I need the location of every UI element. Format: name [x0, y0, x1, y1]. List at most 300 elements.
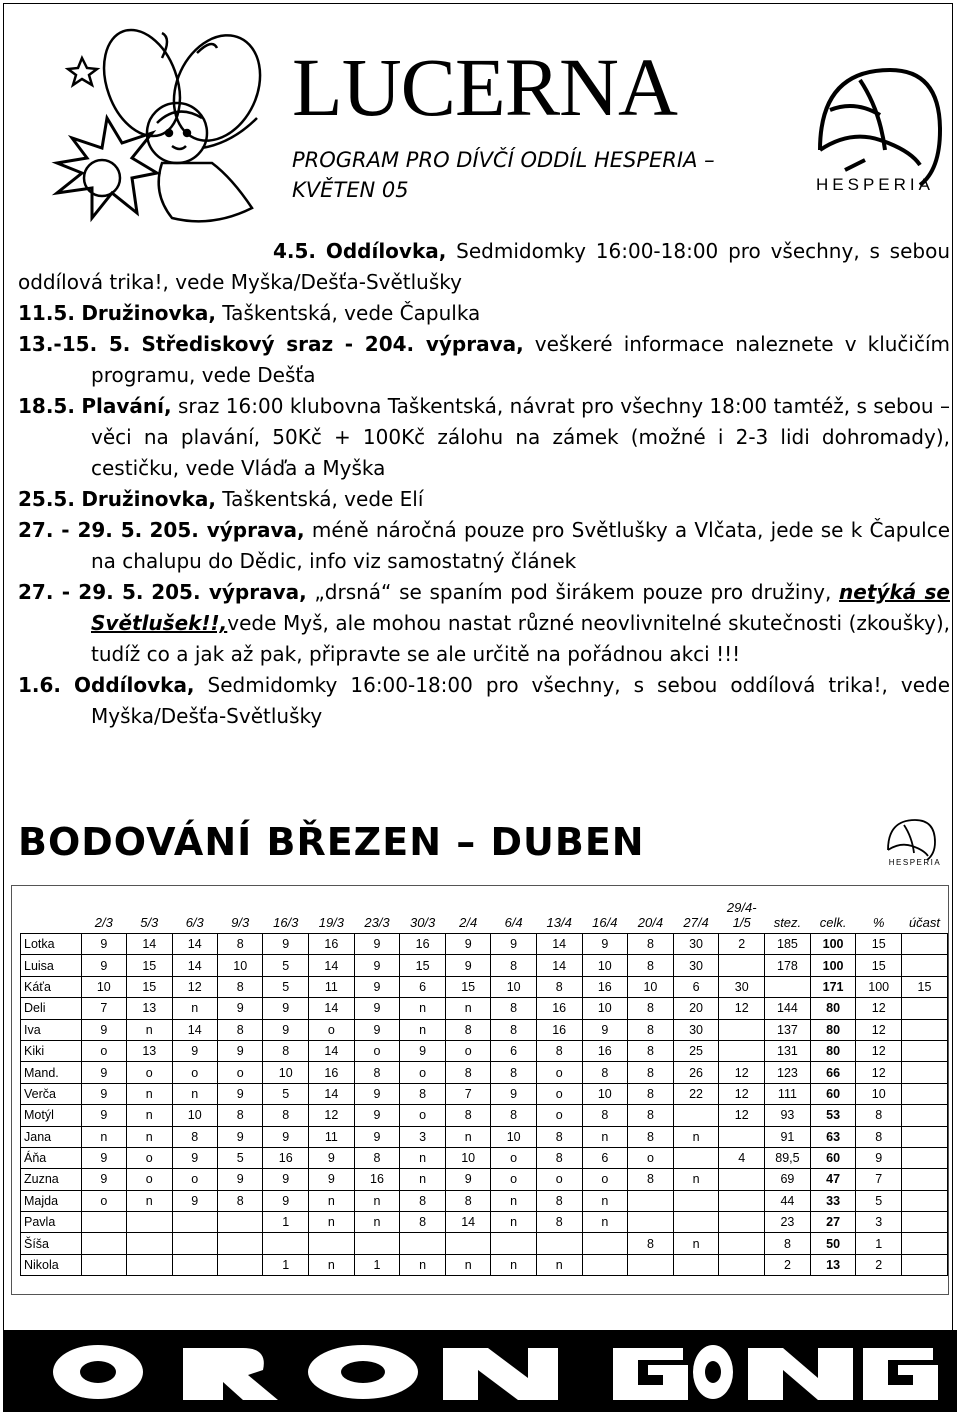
score-cell: 8: [628, 1169, 674, 1190]
event-name: Družinovka,: [81, 487, 216, 511]
score-cell: o: [309, 1019, 355, 1040]
score-cell: 8: [172, 1126, 217, 1147]
score-cell: 13: [127, 1040, 172, 1061]
score-cell: 10: [491, 1126, 536, 1147]
score-cell: 30: [673, 955, 719, 976]
score-cell: 5: [263, 955, 309, 976]
table-row: [21, 1126, 948, 1147]
score-cell: 80: [810, 998, 856, 1019]
score-cell: n: [127, 1190, 172, 1211]
table-row: [21, 1169, 948, 1190]
score-cell: 8: [582, 1105, 628, 1126]
score-cell: 14: [172, 934, 217, 955]
score-cell: [719, 1233, 765, 1254]
table-row: [21, 998, 948, 1019]
score-cell: 12: [856, 1019, 902, 1040]
score-cell: 12: [719, 1083, 765, 1104]
score-cell: 8: [400, 1190, 446, 1211]
score-cell: 9: [81, 1105, 126, 1126]
member-name-cell: Majda: [21, 1190, 82, 1211]
score-cell: [673, 1147, 719, 1168]
score-cell: o: [536, 1083, 582, 1104]
score-cell: n: [172, 1083, 217, 1104]
score-cell: 12: [856, 998, 902, 1019]
column-header: 6/3: [185, 915, 204, 930]
score-cell: 9: [354, 1083, 400, 1104]
score-cell: 9: [81, 1062, 126, 1083]
score-cell: [901, 1126, 947, 1147]
score-cell: 8: [765, 1233, 811, 1254]
score-cell: [901, 955, 947, 976]
score-cell: 6: [491, 1040, 536, 1061]
table-row: [21, 1105, 948, 1126]
score-cell: [673, 1105, 719, 1126]
table-row: [21, 1190, 948, 1211]
score-cell: n: [127, 1019, 172, 1040]
score-cell: n: [354, 1212, 400, 1233]
score-cell: [719, 1212, 765, 1233]
member-name-cell: Mand.: [21, 1062, 82, 1083]
score-cell: n: [673, 1233, 719, 1254]
column-header-name: [21, 894, 82, 934]
score-cell: 8: [628, 934, 674, 955]
member-name-cell: Zuzna: [21, 1169, 82, 1190]
column-header: 16/4: [592, 915, 618, 930]
score-cell: 8: [445, 1062, 490, 1083]
score-cell: 44: [765, 1190, 811, 1211]
score-cell: 111: [765, 1083, 811, 1104]
score-cell: n: [582, 1190, 628, 1211]
event-item: [18, 670, 950, 732]
score-cell: 8: [491, 1019, 536, 1040]
event-item: [18, 329, 950, 391]
score-cell: 10: [217, 955, 262, 976]
score-cell: 8: [263, 1040, 309, 1061]
column-header: účast: [908, 915, 941, 930]
score-cell: 93: [765, 1105, 811, 1126]
member-name-cell: Kiki: [21, 1040, 82, 1061]
table-header-row: [21, 894, 948, 934]
score-cell: 14: [309, 1040, 355, 1061]
score-cell: 9: [263, 998, 309, 1019]
score-cell: 15: [856, 955, 902, 976]
score-cell: [901, 1062, 947, 1083]
score-cell: [719, 1040, 765, 1061]
score-cell: [719, 1019, 765, 1040]
score-cell: 9: [217, 1083, 262, 1104]
score-cell: 9: [491, 934, 536, 955]
score-cell: [536, 1233, 582, 1254]
column-header: 23/3: [364, 915, 390, 930]
score-cell: 9: [217, 1169, 262, 1190]
score-cell: [628, 1212, 674, 1233]
score-cell: 20: [673, 998, 719, 1019]
event-item: [18, 298, 950, 329]
event-name: 205. výprava,: [151, 580, 307, 604]
score-cell: o: [491, 1147, 536, 1168]
score-cell: n: [445, 1126, 490, 1147]
score-cell: 14: [309, 1083, 355, 1104]
event-date: 18.5.: [18, 394, 75, 418]
score-cell: 14: [309, 998, 355, 1019]
score-cell: 9: [81, 955, 126, 976]
score-cell: 13: [127, 998, 172, 1019]
score-cell: [719, 1169, 765, 1190]
column-header: 13/4: [546, 915, 572, 930]
score-cell: 9: [172, 1040, 217, 1061]
score-cell: 9: [81, 1147, 126, 1168]
event-date: 27. - 29. 5.: [18, 580, 144, 604]
score-cell: 9: [263, 934, 309, 955]
score-cell: 30: [719, 976, 765, 997]
score-cell: 63: [810, 1126, 856, 1147]
score-cell: 50: [810, 1233, 856, 1254]
score-cell: 9: [445, 934, 490, 955]
score-cell: 8: [536, 1190, 582, 1211]
score-cell: [719, 955, 765, 976]
column-header: 2/4: [459, 915, 478, 930]
score-cell: 8: [445, 1105, 490, 1126]
score-cell: 8: [445, 1190, 490, 1211]
score-cell: 3: [856, 1212, 902, 1233]
score-cell: 16: [536, 998, 582, 1019]
score-cell: 9: [856, 1147, 902, 1168]
event-date: 1.6.: [18, 673, 62, 697]
score-cell: 8: [628, 1233, 674, 1254]
score-cell: o: [491, 1169, 536, 1190]
hesperia-logo-small: [880, 815, 950, 867]
newsletter-subtitle: [292, 145, 792, 205]
event-highlight: netýká se Světlušek!!,: [91, 580, 950, 635]
score-cell: n: [491, 1254, 536, 1275]
table-row: [21, 1212, 948, 1233]
score-cell: n: [536, 1254, 582, 1275]
score-cell: 30: [673, 1019, 719, 1040]
event-name: Oddílovka,: [74, 673, 195, 697]
event-text: veškeré informace naleznete v klučičím programu, vede Dešťa: [91, 332, 951, 387]
score-cell: n: [127, 1105, 172, 1126]
score-cell: 89,5: [765, 1147, 811, 1168]
column-header: 2/3: [94, 915, 113, 930]
score-cell: 8: [263, 1105, 309, 1126]
score-cell: o: [582, 1169, 628, 1190]
column-header: 27/4: [683, 915, 709, 930]
score-cell: [582, 1233, 628, 1254]
score-cell: n: [309, 1190, 355, 1211]
score-cell: 27: [810, 1212, 856, 1233]
table-row: [21, 1254, 948, 1275]
score-cell: 80: [810, 1040, 856, 1061]
score-cell: 9: [263, 1019, 309, 1040]
score-cell: 15: [127, 976, 172, 997]
score-cell: 10: [628, 976, 674, 997]
score-cell: [901, 998, 947, 1019]
score-cell: 8: [628, 1062, 674, 1083]
score-cell: 9: [263, 1190, 309, 1211]
score-cell: [673, 1212, 719, 1233]
score-cell: 8: [856, 1126, 902, 1147]
score-cell: 7: [81, 998, 126, 1019]
event-text: Taškentská, vede Elí: [215, 487, 424, 511]
score-cell: [354, 1233, 400, 1254]
score-cell: [719, 1190, 765, 1211]
score-cell: 15: [445, 976, 490, 997]
score-cell: [81, 1212, 126, 1233]
score-cell: 9: [263, 1169, 309, 1190]
score-cell: 80: [810, 1019, 856, 1040]
score-cell: o: [127, 1147, 172, 1168]
score-cell: 8: [536, 1126, 582, 1147]
score-cell: n: [582, 1212, 628, 1233]
score-cell: 8: [445, 1019, 490, 1040]
score-cell: 16: [582, 976, 628, 997]
score-cell: o: [400, 1105, 446, 1126]
score-cell: 9: [309, 1147, 355, 1168]
score-cell: 137: [765, 1019, 811, 1040]
event-date: 13.-15. 5.: [18, 332, 131, 356]
score-cell: 9: [354, 934, 400, 955]
score-cell: 8: [628, 1126, 674, 1147]
score-cell: 12: [719, 1105, 765, 1126]
score-cell: o: [628, 1147, 674, 1168]
score-cell: [400, 1233, 446, 1254]
score-cell: 60: [810, 1147, 856, 1168]
score-cell: n: [673, 1169, 719, 1190]
score-cell: 14: [127, 934, 172, 955]
score-cell: [901, 1190, 947, 1211]
scoring-table-frame: [11, 885, 949, 1295]
score-cell: 9: [354, 976, 400, 997]
event-list: [18, 236, 950, 732]
score-cell: 9: [217, 1126, 262, 1147]
score-cell: [127, 1212, 172, 1233]
score-cell: n: [400, 1254, 446, 1275]
score-cell: 14: [172, 955, 217, 976]
score-cell: 9: [354, 998, 400, 1019]
score-cell: [901, 1019, 947, 1040]
member-name-cell: Motýl: [21, 1105, 82, 1126]
score-cell: 14: [172, 1019, 217, 1040]
column-header: 9/3: [231, 915, 250, 930]
score-cell: 9: [81, 1169, 126, 1190]
event-item: [18, 484, 950, 515]
score-cell: 10: [81, 976, 126, 997]
score-cell: 33: [810, 1190, 856, 1211]
score-cell: 14: [309, 955, 355, 976]
score-cell: 178: [765, 955, 811, 976]
score-cell: 12: [309, 1105, 355, 1126]
score-cell: o: [354, 1040, 400, 1061]
table-row: [21, 976, 948, 997]
event-name: Střediskový sraz - 204. výprava,: [141, 332, 524, 356]
score-cell: [127, 1233, 172, 1254]
score-cell: 10: [172, 1105, 217, 1126]
svg-text:HESPERIA: HESPERIA: [816, 175, 934, 194]
score-cell: n: [81, 1126, 126, 1147]
score-cell: [901, 934, 947, 955]
score-cell: 13: [810, 1254, 856, 1275]
score-cell: n: [354, 1190, 400, 1211]
member-name-cell: Pavla: [21, 1212, 82, 1233]
score-cell: [901, 1083, 947, 1104]
score-cell: n: [400, 1019, 446, 1040]
score-cell: 16: [309, 934, 355, 955]
score-cell: n: [309, 1254, 355, 1275]
score-cell: 16: [582, 1040, 628, 1061]
member-name-cell: Iva: [21, 1019, 82, 1040]
score-cell: [901, 1147, 947, 1168]
column-header: 29/4-1/5: [726, 900, 757, 930]
score-cell: [217, 1254, 262, 1275]
score-cell: 8: [491, 1105, 536, 1126]
score-cell: [582, 1254, 628, 1275]
score-cell: 9: [354, 955, 400, 976]
score-cell: 2: [719, 934, 765, 955]
member-name-cell: Káťa: [21, 976, 82, 997]
score-cell: 25: [673, 1040, 719, 1061]
score-cell: 8: [628, 1083, 674, 1104]
score-cell: 14: [536, 955, 582, 976]
score-cell: n: [127, 1083, 172, 1104]
event-name: Plavání,: [81, 394, 172, 418]
scoring-heading: BODOVÁNÍ BŘEZEN – DUBEN: [18, 820, 645, 864]
member-name-cell: Luisa: [21, 955, 82, 976]
score-cell: 8: [354, 1062, 400, 1083]
table-row: [21, 934, 948, 955]
score-cell: o: [217, 1062, 262, 1083]
score-cell: 2: [856, 1254, 902, 1275]
score-cell: 11: [309, 1126, 355, 1147]
score-cell: 14: [445, 1212, 490, 1233]
member-name-cell: Áňa: [21, 1147, 82, 1168]
score-cell: o: [81, 1190, 126, 1211]
score-cell: 16: [400, 934, 446, 955]
column-header: stez.: [773, 915, 802, 930]
score-cell: 12: [719, 1062, 765, 1083]
event-item: [18, 236, 950, 298]
score-cell: 14: [536, 934, 582, 955]
table-row: [21, 1233, 948, 1254]
score-cell: 144: [765, 998, 811, 1019]
event-item: [18, 577, 950, 670]
score-cell: 10: [445, 1147, 490, 1168]
score-cell: 26: [673, 1062, 719, 1083]
event-date: 25.5.: [18, 487, 75, 511]
score-cell: 12: [856, 1040, 902, 1061]
event-text: sraz 16:00 klubovna Taškentská, návrat pro všechny 18:00 tamtéž, s sebou – věci na plavání, 50Kč + 100Kč zálohu na zámek (možné i 2-3 lidi dohromady), cestičku, vede Vláďa a Myška: [91, 394, 951, 480]
column-header: %: [872, 915, 885, 930]
score-cell: 8: [628, 1019, 674, 1040]
score-cell: 9: [582, 1019, 628, 1040]
score-cell: 47: [810, 1169, 856, 1190]
member-name-cell: Lotka: [21, 934, 82, 955]
score-cell: 8: [491, 955, 536, 976]
score-cell: [719, 1254, 765, 1275]
score-cell: 9: [263, 1126, 309, 1147]
score-cell: 9: [400, 1040, 446, 1061]
event-date: 27. - 29. 5.: [18, 518, 143, 542]
score-cell: 8: [628, 1040, 674, 1061]
score-cell: 16: [354, 1169, 400, 1190]
score-cell: 6: [400, 976, 446, 997]
score-cell: 4: [719, 1147, 765, 1168]
event-date: 11.5.: [18, 301, 75, 325]
table-row: [21, 1147, 948, 1168]
scoring-table: [20, 894, 948, 1276]
score-cell: 8: [354, 1147, 400, 1168]
score-cell: 8: [491, 1062, 536, 1083]
event-text: méně náročná pouze pro Světlušky a Vlčata, jede se k Čapulce na chalupu do Dědic, info viz samostatný článek: [91, 518, 951, 573]
score-cell: o: [536, 1105, 582, 1126]
score-cell: 9: [81, 934, 126, 955]
member-name-cell: Šíša: [21, 1233, 82, 1254]
score-cell: 8: [217, 1019, 262, 1040]
score-cell: [719, 1126, 765, 1147]
score-cell: o: [127, 1169, 172, 1190]
score-cell: 10: [491, 976, 536, 997]
event-text: vede Myš, ale mohou nastat různé neovlivnitelné skutečnosti (zkoušky), tudíž co a jak až pak, připravte se ale určitě na pořádnou akci !!!: [91, 611, 950, 666]
hesperia-logo: [800, 40, 950, 200]
member-name-cell: Nikola: [21, 1254, 82, 1275]
score-cell: [901, 1105, 947, 1126]
score-cell: 10: [582, 998, 628, 1019]
score-cell: [673, 1190, 719, 1211]
score-cell: 171: [810, 976, 856, 997]
score-cell: 2: [765, 1254, 811, 1275]
score-cell: o: [172, 1062, 217, 1083]
event-date: 4.5.: [273, 239, 317, 263]
score-cell: 8: [628, 998, 674, 1019]
score-cell: 9: [81, 1019, 126, 1040]
score-cell: 8: [400, 1212, 446, 1233]
score-cell: 12: [719, 998, 765, 1019]
score-cell: [901, 1169, 947, 1190]
score-cell: 10: [582, 1083, 628, 1104]
score-cell: n: [673, 1126, 719, 1147]
score-cell: 9: [354, 1126, 400, 1147]
score-cell: 1: [263, 1254, 309, 1275]
newsletter-title: LUCERNA: [292, 41, 677, 133]
score-cell: n: [309, 1212, 355, 1233]
member-name-cell: Jana: [21, 1126, 82, 1147]
member-name-cell: Deli: [21, 998, 82, 1019]
column-header: 20/4: [637, 915, 664, 930]
score-cell: 5: [263, 1083, 309, 1104]
event-text: Sedmidomky 16:00-18:00 pro všechny, s sebou oddílová trika!, vede Myška/Dešťa-Světlušky: [91, 673, 950, 728]
score-cell: 10: [582, 955, 628, 976]
score-cell: [127, 1254, 172, 1275]
score-cell: [491, 1233, 536, 1254]
score-cell: 91: [765, 1126, 811, 1147]
score-cell: 12: [856, 1062, 902, 1083]
column-header: 5/3: [140, 915, 159, 930]
table-row: [21, 955, 948, 976]
score-cell: 8: [536, 1212, 582, 1233]
score-cell: o: [536, 1169, 582, 1190]
score-cell: 1: [263, 1212, 309, 1233]
event-item: [18, 391, 950, 484]
score-cell: 15: [901, 976, 947, 997]
column-header: 19/3: [318, 915, 345, 930]
score-cell: 16: [309, 1062, 355, 1083]
score-cell: n: [445, 1254, 490, 1275]
score-cell: [217, 1212, 262, 1233]
score-cell: n: [400, 1147, 446, 1168]
event-text: „drsná“ se spaním pod širákem pouze pro družiny,: [306, 580, 840, 604]
score-cell: 12: [172, 976, 217, 997]
score-cell: 5: [856, 1190, 902, 1211]
score-cell: [172, 1212, 217, 1233]
